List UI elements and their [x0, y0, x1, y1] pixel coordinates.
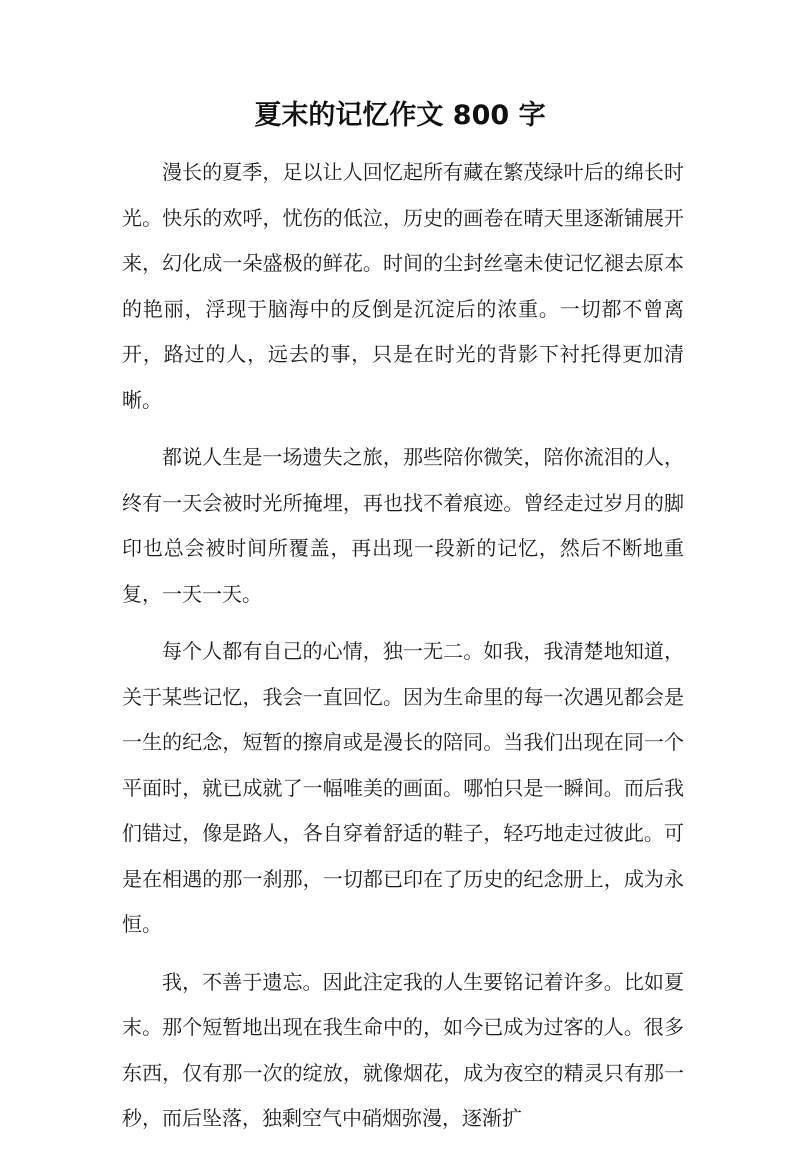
paragraph-1: 漫长的夏季，足以让人回忆起所有藏在繁茂绿叶后的绵长时光。快乐的欢呼，忧伤的低泣，历史的画卷在晴天里逐渐铺展开来，幻化成一朵盛极的鲜花。时间的尘封丝毫未使记忆褪去原本的艳丽，浮现于脑海中的反倒是沉淀后的浓重。一切都不曾离开，路过的人，远去的事，只是在时光的背影下衬托得更加清晰。 [122, 160, 684, 412]
paragraph-3: 每个人都有自己的心情，独一无二。如我，我清楚地知道，关于某些记忆，我会一直回忆。因为生命里的每一次遇见都会是一生的纪念，短暂的擦肩或是漫长的陪同。当我们出现在同一个平面时，就已成就了一幅唯美的画面。哪怕只是一瞬间。而后我们错过，像是路人，各自穿着舒适的鞋子，轻巧地走过彼此。可是在相遇的那一刹那，一切都已印在了历史的纪念册上，成为永恒。 [122, 639, 684, 936]
paragraph-2: 都说人生是一场遗失之旅，那些陪你微笑，陪你流泪的人，终有一天会被时光所掩埋，再也找不着痕迹。曾经走过岁月的脚印也总会被时间所覆盖，再出现一段新的记忆，然后不断地重复，一天一天。 [122, 445, 684, 606]
paragraph-4: 我，不善于遗忘。因此注定我的人生要铭记着许多。比如夏末。那个短暂地出现在我生命中的，如今已成为过客的人。很多东西，仅有那一次的绽放，就像烟花，成为夜空的精灵只有那一秒，而后坠落，独剩空气中硝烟弥漫，逐渐扩 [122, 969, 684, 1130]
document-title: 夏末的记忆作文 800 字 [254, 100, 546, 131]
document-body [122, 150, 684, 1154]
